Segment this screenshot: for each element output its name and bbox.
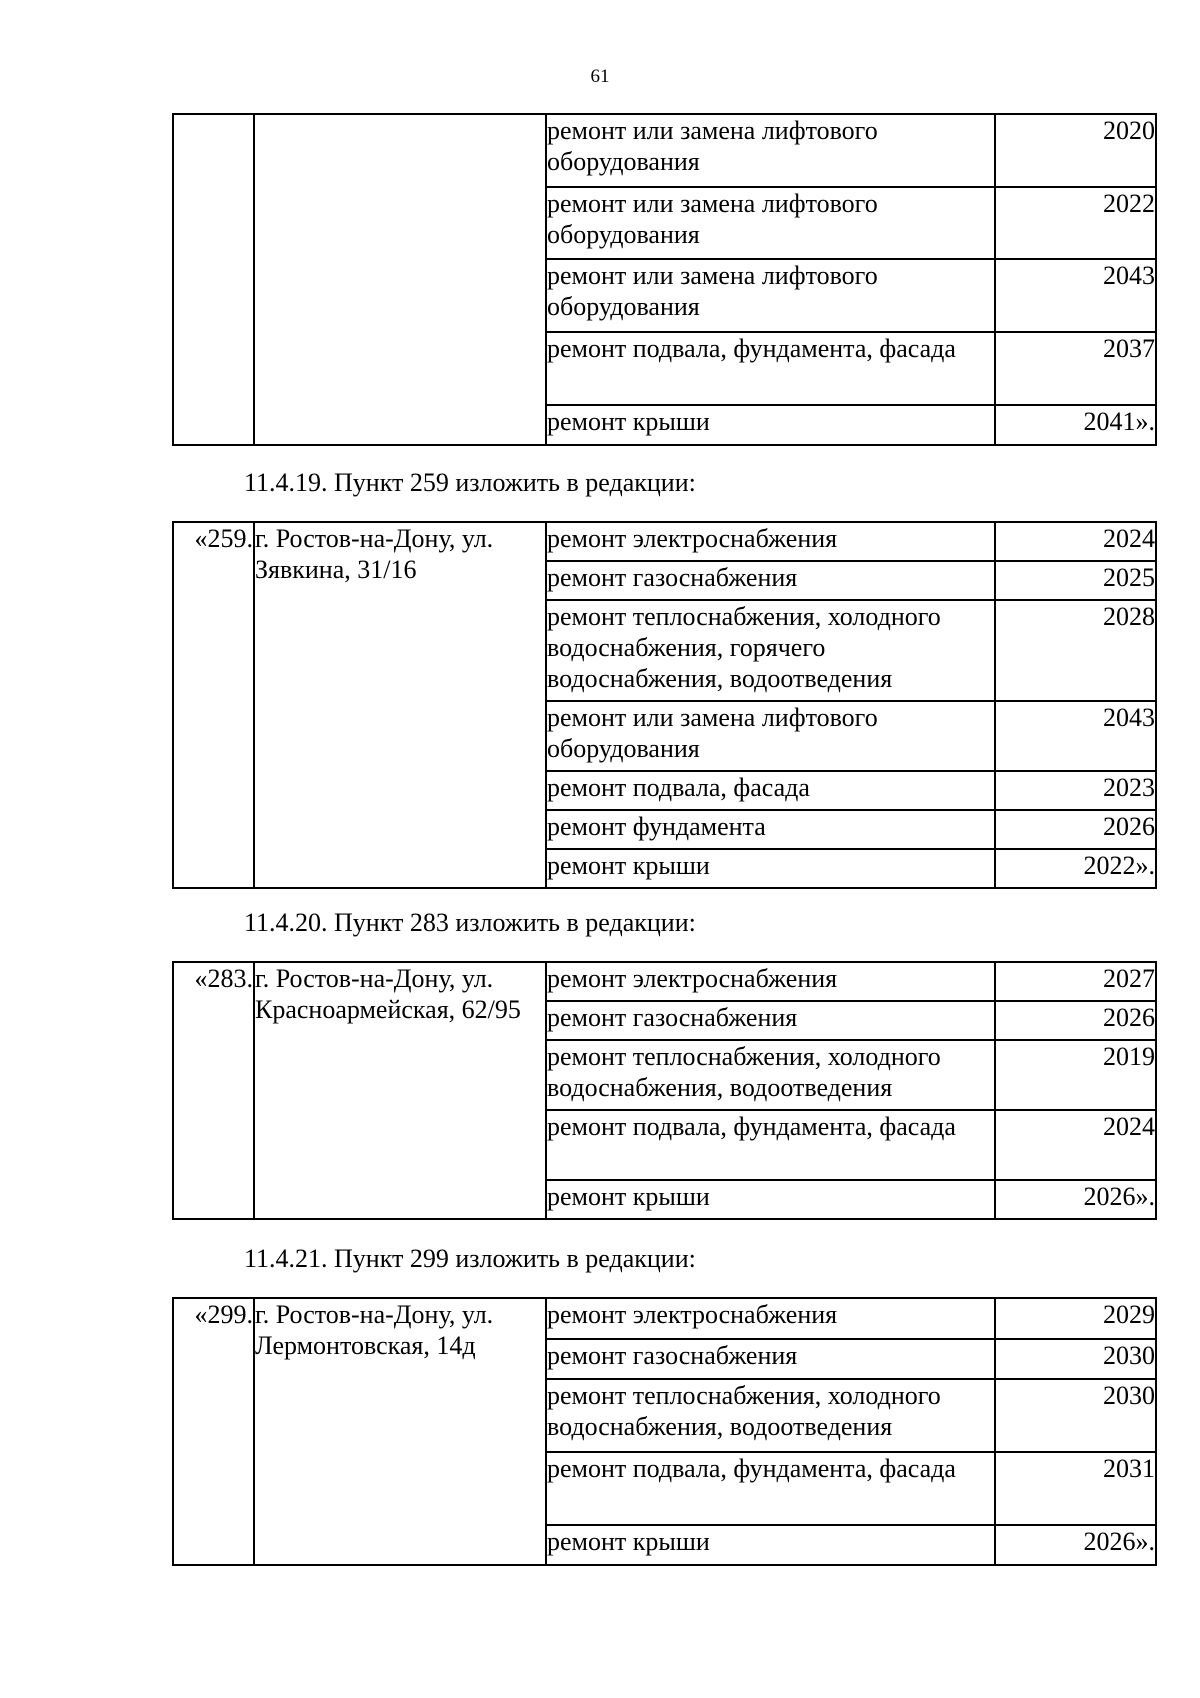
work-type-cell: ремонт теплоснабжения, холодного водоснабжения, горячего водоснабжения, водоотведения — [546, 600, 995, 701]
year-cell: 2026 — [995, 810, 1156, 849]
year-cell: 2026 — [995, 1001, 1156, 1040]
work-type-cell: ремонт газоснабжения — [546, 1339, 995, 1379]
section-heading: 11.4.21. Пункт 299 изложить в редакции: — [244, 1244, 696, 1273]
year-cell: 2024 — [995, 522, 1156, 561]
work-type-cell: ремонт фундамента — [546, 810, 995, 849]
year-cell: 2037 — [995, 332, 1156, 405]
year-cell: 2023 — [995, 771, 1156, 810]
work-type-cell: ремонт электроснабжения — [546, 1298, 995, 1339]
year-cell: 2028 — [995, 600, 1156, 701]
year-cell: 2026». — [995, 1180, 1156, 1219]
work-type-cell: ремонт подвала, фундамента, фасада — [546, 332, 995, 405]
year-cell: 2043 — [995, 701, 1156, 771]
work-type-cell: ремонт газоснабжения — [546, 561, 995, 600]
table-row — [173, 114, 1156, 187]
section-heading: 11.4.20. Пункт 283 изложить в редакции: — [244, 908, 696, 937]
work-type-cell: ремонт газоснабжения — [546, 1001, 995, 1040]
address-cell: г. Ростов-на-Дону, ул. Лермонтовская, 14д — [254, 1298, 546, 1565]
table-row — [173, 962, 1156, 1001]
year-cell: 2031 — [995, 1452, 1156, 1525]
section-table-block — [172, 961, 1155, 1220]
work-type-cell: ремонт или замена лифтового оборудования — [546, 701, 995, 771]
year-cell: 2041». — [995, 405, 1156, 445]
continuation-table — [172, 113, 1157, 446]
year-cell: 2022». — [995, 849, 1156, 888]
address-cell — [254, 114, 546, 445]
table-row — [173, 1298, 1156, 1339]
table-row — [173, 522, 1156, 561]
year-cell: 2027 — [995, 962, 1156, 1001]
continuation-table-block — [172, 113, 1155, 446]
work-type-cell: ремонт крыши — [546, 849, 995, 888]
work-type-cell: ремонт теплоснабжения, холодного водоснабжения, водоотведения — [546, 1040, 995, 1110]
work-type-cell: ремонт подвала, фундамента, фасада — [546, 1110, 995, 1180]
year-cell: 2030 — [995, 1339, 1156, 1379]
page-number: 61 — [590, 66, 610, 87]
work-type-cell: ремонт подвала, фасада — [546, 771, 995, 810]
work-type-cell: ремонт электроснабжения — [546, 522, 995, 561]
repair-table-283 — [172, 961, 1157, 1220]
year-cell: 2019 — [995, 1040, 1156, 1110]
work-type-cell: ремонт или замена лифтового оборудования — [546, 114, 995, 187]
item-number-cell: «283. — [173, 962, 254, 1219]
item-number-cell: «259. — [173, 522, 254, 888]
year-cell: 2024 — [995, 1110, 1156, 1180]
item-number-cell — [173, 114, 254, 445]
work-type-cell: ремонт электроснабжения — [546, 962, 995, 1001]
year-cell: 2020 — [995, 114, 1156, 187]
work-type-cell: ремонт или замена лифтового оборудования — [546, 259, 995, 332]
year-cell: 2043 — [995, 259, 1156, 332]
work-type-cell: ремонт подвала, фундамента, фасада — [546, 1452, 995, 1525]
work-type-cell: ремонт крыши — [546, 1180, 995, 1219]
year-cell: 2022 — [995, 187, 1156, 259]
repair-table-259 — [172, 521, 1157, 889]
address-cell: г. Ростов-на-Дону, ул. Красноармейская, 62/95 — [254, 962, 546, 1219]
section-table-block — [172, 1297, 1155, 1566]
work-type-cell: ремонт теплоснабжения, холодного водоснабжения, водоотведения — [546, 1379, 995, 1452]
repair-table-299 — [172, 1297, 1157, 1566]
section-heading: 11.4.19. Пункт 259 изложить в редакции: — [244, 468, 696, 497]
work-type-cell: ремонт крыши — [546, 405, 995, 445]
work-type-cell: ремонт или замена лифтового оборудования — [546, 187, 995, 259]
year-cell: 2030 — [995, 1379, 1156, 1452]
year-cell: 2029 — [995, 1298, 1156, 1339]
section-table-block — [172, 521, 1155, 889]
address-cell: г. Ростов-на-Дону, ул. Зявкина, 31/16 — [254, 522, 546, 888]
work-type-cell: ремонт крыши — [546, 1525, 995, 1565]
year-cell: 2025 — [995, 561, 1156, 600]
year-cell: 2026». — [995, 1525, 1156, 1565]
item-number-cell: «299. — [173, 1298, 254, 1565]
